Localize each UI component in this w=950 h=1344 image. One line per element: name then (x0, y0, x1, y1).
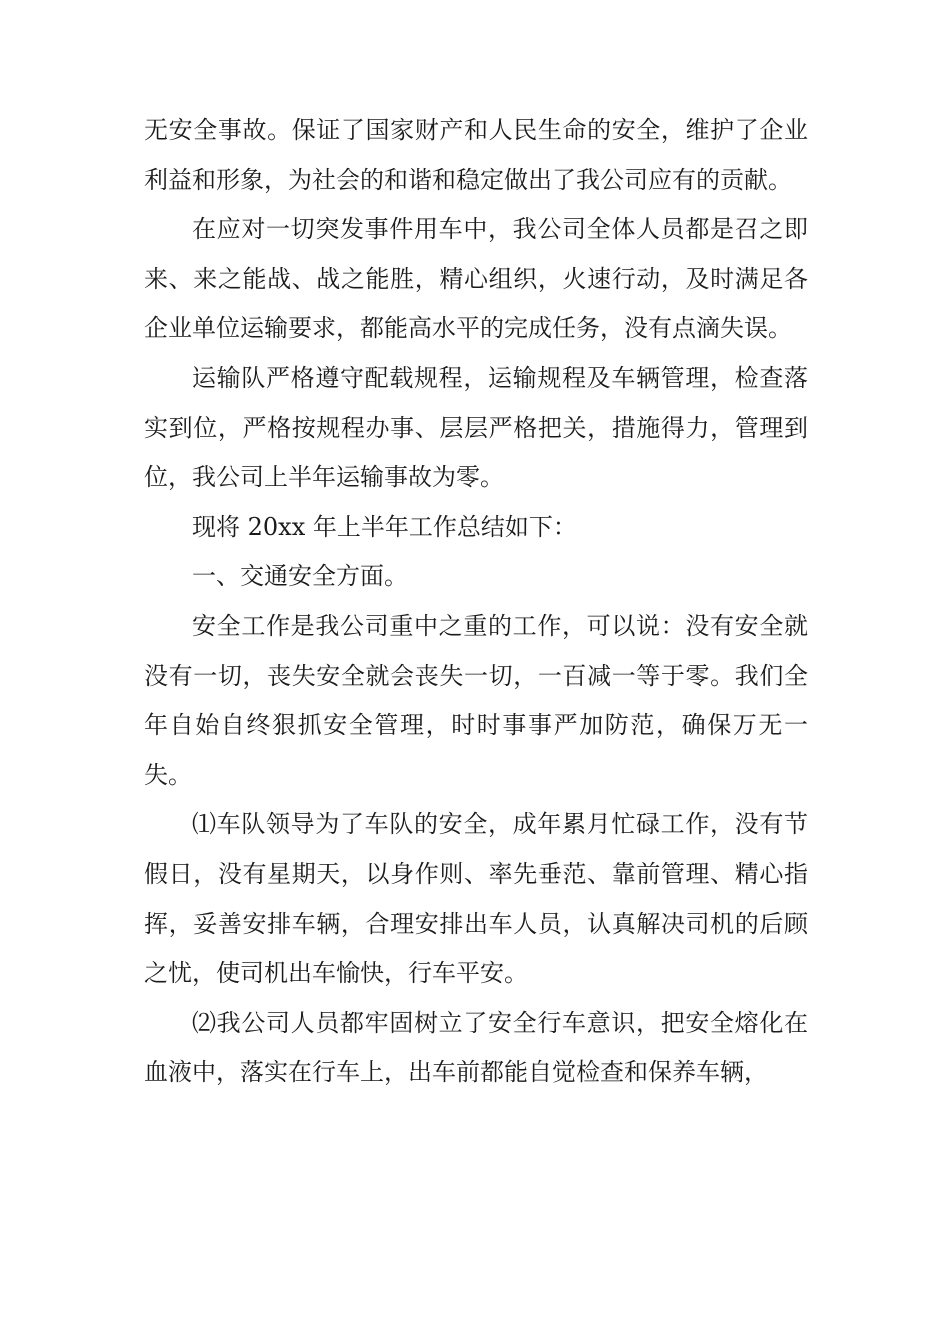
document-body (144, 106, 808, 1098)
paragraph-8: ⑵我公司人员都牢固树立了安全行车意识，把安全熔化在血液中，落实在行车上，出车前都能自觉检查和保养车辆， (144, 1008, 808, 1087)
paragraph-3: 运输队严格遵守配载规程，运输规程及车辆管理，检查落实到位，严格按规程办事、层层严格把关，措施得力，管理到位，我公司上半年运输事故为零。 (144, 363, 808, 492)
paragraph-7: ⑴车队领导为了车队的安全，成年累月忙碌工作，没有节假日，没有星期天，以身作则、率先垂范、靠前管理、精心指挥，妥善安排车辆，合理安排出车人员，认真解决司机的后顾之忧，使司机出车愉快，行车平安。 (144, 810, 808, 988)
paragraph-2: 在应对一切突发事件用车中，我公司全体人员都是召之即来、来之能战、战之能胜，精心组织，火速行动，及时满足各企业单位运输要求，都能高水平的完成任务，没有点滴失误。 (144, 215, 808, 343)
section-heading-traffic-safety: 一、交通安全方面。 (192, 562, 408, 591)
paragraph-6: 安全工作是我公司重中之重的工作，可以说：没有安全就没有一切，丧失安全就会丧失一切，一百减一等于零。我们全年自始自终狠抓安全管理，时时事事严加防范，确保万无一失。 (144, 611, 808, 789)
paragraph-1: 无安全事故。保证了国家财产和人民生命的安全，维护了企业利益和形象，为社会的和谐和稳定做出了我公司应有的贡献。 (144, 116, 808, 194)
paragraph-4: 现将 20xx 年上半年工作总结如下： (192, 512, 577, 541)
